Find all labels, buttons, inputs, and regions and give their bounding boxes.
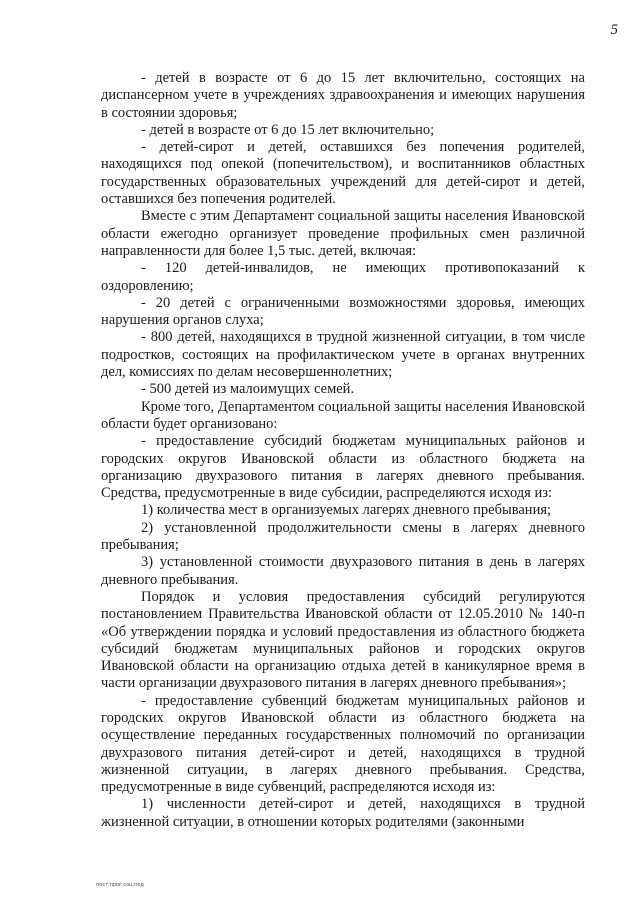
page-number: 5 bbox=[610, 22, 618, 38]
paragraph-13: 3) установленной стоимости двухразового питания в день в лагерях дневного пребывания. bbox=[101, 554, 585, 588]
paragraph-10: - предоставление субсидий бюджетам муниципальных районов и городских округов Ивановской области из областного бюджета на организацию двухразового питания в лагерях дневного пребывания. Средства, предусмотренные в виде субсидии, распределяются исходя из: bbox=[101, 433, 585, 502]
paragraph-7: - 800 детей, находящихся в трудной жизненной ситуации, в том числе подростков, состоящих на профилактическом учете в органах внутренних дел, комиссиях по делам несовершеннолетних; bbox=[101, 329, 585, 381]
paragraph-12: 2) установленной продолжительности смены в лагерях дневного пребывания; bbox=[101, 519, 585, 554]
paragraph-2: - детей в возрасте от 6 до 15 лет включительно; bbox=[141, 121, 435, 138]
paragraph-16: 1) численности детей-сирот и детей, находящихся в трудной жизненной ситуации, в отношении которых родителями (законными bbox=[101, 796, 585, 830]
paragraph-14: Порядок и условия предоставления субсидий регулируются постановлением Правительства Ивановской области от 12.05.2010 № 140-п «Об утверждении порядка и условий предоставления из областного бюджета субсидий бюджетам муниципальных районов и городских округов Ивановской области на организацию отдыха детей в каникулярное время в части организации двухразового питания в лагерях дневного пребывания»; bbox=[101, 588, 585, 692]
paragraph-4: Вместе с этим Департамент социальной защиты населения Ивановской области ежегодно организует проведение профильных смен различной направленности для более 1,5 тыс. детей, включая: bbox=[101, 208, 585, 259]
paragraph-15: - предоставление субвенций бюджетам муниципальных районов и городских округов Ивановской области из областного бюджета на осуществление переданных государственных полномочий по организации двухразового питания детей-сирот и детей, находящихся в трудной жизненной ситуации, в лагерях дневного пребывания. Средства, предусмотренные в виде субвенций, распределяются исходя из: bbox=[101, 692, 585, 796]
paragraph-5: - 120 детей-инвалидов, не имеющих противопоказаний к оздоровлению; bbox=[101, 260, 585, 294]
document-body bbox=[101, 70, 585, 831]
footer-file-note: пост.прог.соц.под bbox=[96, 882, 144, 888]
paragraph-6: - 20 детей с ограниченными возможностями здоровья, имеющих нарушения органов слуха; bbox=[101, 294, 585, 329]
paragraph-11: 1) количества мест в организуемых лагерях дневного пребывания; bbox=[141, 502, 552, 519]
paragraph-9: Кроме того, Департаментом социальной защиты населения Ивановской области будет организовано: bbox=[101, 398, 585, 432]
paragraph-1: - детей в возрасте от 6 до 15 лет включительно, состоящих на диспансерном учете в учреждениях здравоохранения и имеющих нарушения в состоянии здоровья; bbox=[101, 70, 585, 121]
paragraph-8: - 500 детей из малоимущих семей. bbox=[141, 381, 355, 398]
paragraph-3: - детей-сирот и детей, оставшихся без попечения родителей, находящихся под опекой (попечительством), и воспитанников областных государственных образовательных учреждений для детей-сирот и детей, оставшихся без попечения родителей. bbox=[101, 139, 585, 208]
